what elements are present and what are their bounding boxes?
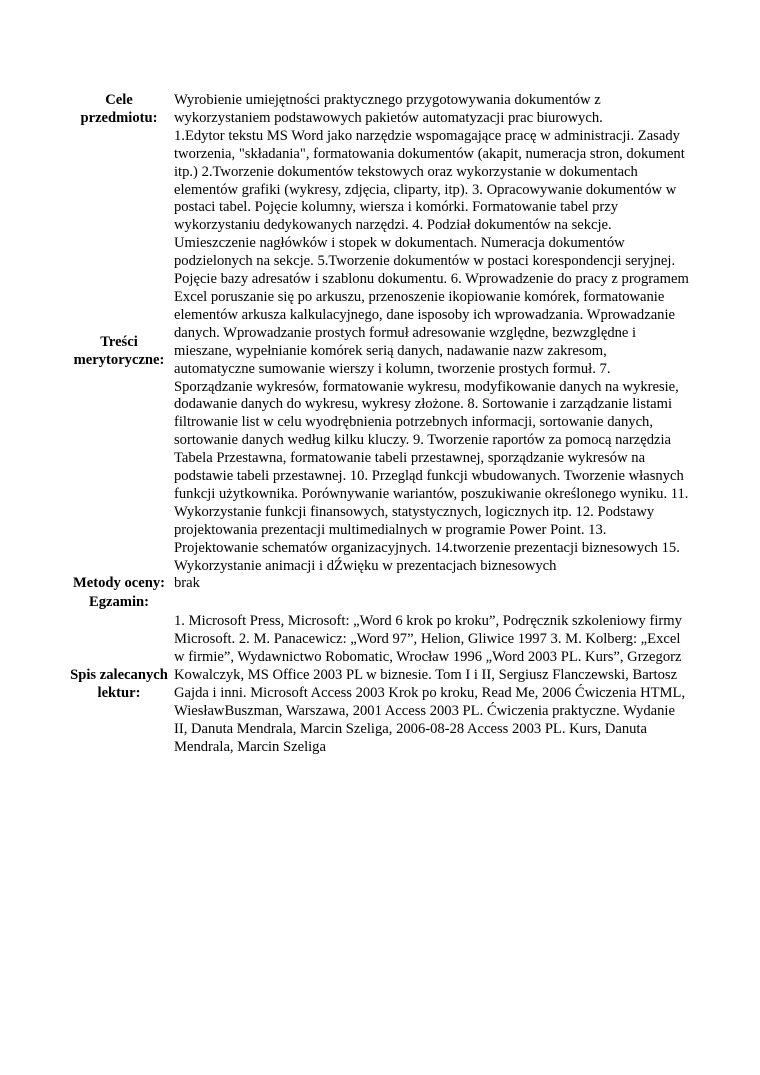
syllabus-page [70, 92, 690, 757]
tresci-merytoryczne-text: 1.Edytor tekstu MS Word jako narzędzie wspomagające pracę w administracji. Zasady tworzenia, "składania", formatowania dokumentów (akapit, numeracja stron, dokument itp.) 2.Tworzenie dokumentów tekstowych oraz wykorzystanie w dokumentach elementów grafiki (wykresy, zdjęcia, cliparty, itp). 3. Opracowywanie dokumentów w postaci tabel. Pojęcie kolumny, wiersza i komórki. Formatowanie tabel przy wykorzystaniu dedykowanych narzędzi. 4. Podział dokumentów na sekcje. Umieszczenie nagłówków i stopek w dokumentach. Numeracja dokumentów podzielonych na sekcje. 5.Tworzenie dokumentów w postaci korespondencji seryjnej. Pojęcie bazy adresatów i szablonu dokumentu. 6. Wprowadzenie do pracy z programem Excel poruszanie się po arkuszu, przenoszenie ikopiowanie komórek, formatowanie elementów arkusza kalkulacyjnego, dane isposoby ich wprowadzania. Wprowadzanie danych. Wprowadzanie prostych formuł adresowanie względne, bezwzględne i mieszane, wypełnianie komórek serią danych, nadawanie nazw zakresom, automatyczne sumowanie wierszy i kolumn, tworzenie prostych formuł. 7. Sporządzanie wykresów, formatowanie wykresu, modyfikowanie danych na wykresie, dodawanie danych do wykresu, wykresy złożone. 8. Sortowanie i zarządzanie listami filtrowanie list w celu wyodrębnienia potrzebnych informacji, sortowanie danych, sortowanie danych według kilku kluczy. 9. Tworzenie raportów za pomocą narzędzia Tabela Przestawna, formatowanie tabeli przestawnej, sporządzanie wykresów na podstawie tabeli przestawnej. 10. Przegląd funkcji wbudowanych. Tworzenie własnych funkcji użytkownika. Porównywanie wariantów, poszukiwanie określonego wyniku. 11. Wykorzystanie funkcji finansowych, statystycznych, logicznych itp. 12. Podstawy projektowania prezentacji multimedialnych w programie Power Point. 13. Projektowanie schematów organizacyjnych. 14.tworzenie prezentacji biznesowych 15. Wykorzystanie animacji i dŹwięku w prezentacjach biznesowych [174, 127, 689, 574]
row-egzamin [70, 593, 690, 613]
value-metody-oceny [172, 575, 690, 593]
metody-oceny-text: brak [174, 575, 200, 592]
label-spis-lektur: Spis zalecanych lektur: [70, 667, 168, 701]
value-spis-lektur [172, 613, 690, 756]
label-tresci-merytoryczne: Treści merytoryczne: [73, 333, 165, 368]
value-egzamin [172, 593, 690, 613]
value-tresci-merytoryczne [172, 128, 690, 576]
spis-lektur-text: 1. Microsoft Press, Microsoft: „Word 6 krok po kroku”, Podręcznik szkoleniowy firmy Microsoft. 2. M. Panacewicz: „Word 97”, Helion, Gliwice 1997 3. M. Kolberg: „Excel w firmie”, Wydawnictwo Robomatic, Wrocław 1996 „Word 2003 PL. Kurs”, Grzegorz Kowalczyk, MS Office 2003 PL w biznesie. Tom I i II, Sergiusz Flanczewski, Bartosz Gajda i inni. Microsoft Access 2003 Krok po kroku, Read Me, 2006 Ćwiczenia HTML, WiesławBuszman, Warszawa, 2001 Access 2003 PL. Ćwiczenia praktyczne. Wydanie II, Danuta Mendrala, Marcin Szeliga, 2006-08-28 Access 2003 PL. Kurs, Danuta Mendrala, Marcin Szeliga [174, 613, 686, 755]
label-cele-przedmiotu: Cele przedmiotu: [80, 92, 158, 126]
label-egzamin: Egzamin: [89, 594, 149, 611]
cele-przedmiotu-text: Wyrobienie umiejętności praktycznego przygotowywania dokumentów z wykorzystaniem podstawowych pakietów automatyzacji prac biurowych. [174, 92, 603, 126]
row-spis-lektur [70, 613, 690, 756]
value-cele-przedmiotu [172, 92, 690, 128]
row-tresci-merytoryczne [70, 128, 690, 576]
syllabus-table [70, 92, 690, 757]
label-metody-oceny: Metody oceny: [73, 575, 165, 592]
row-metody-oceny [70, 575, 690, 593]
row-cele-przedmiotu [70, 92, 690, 128]
